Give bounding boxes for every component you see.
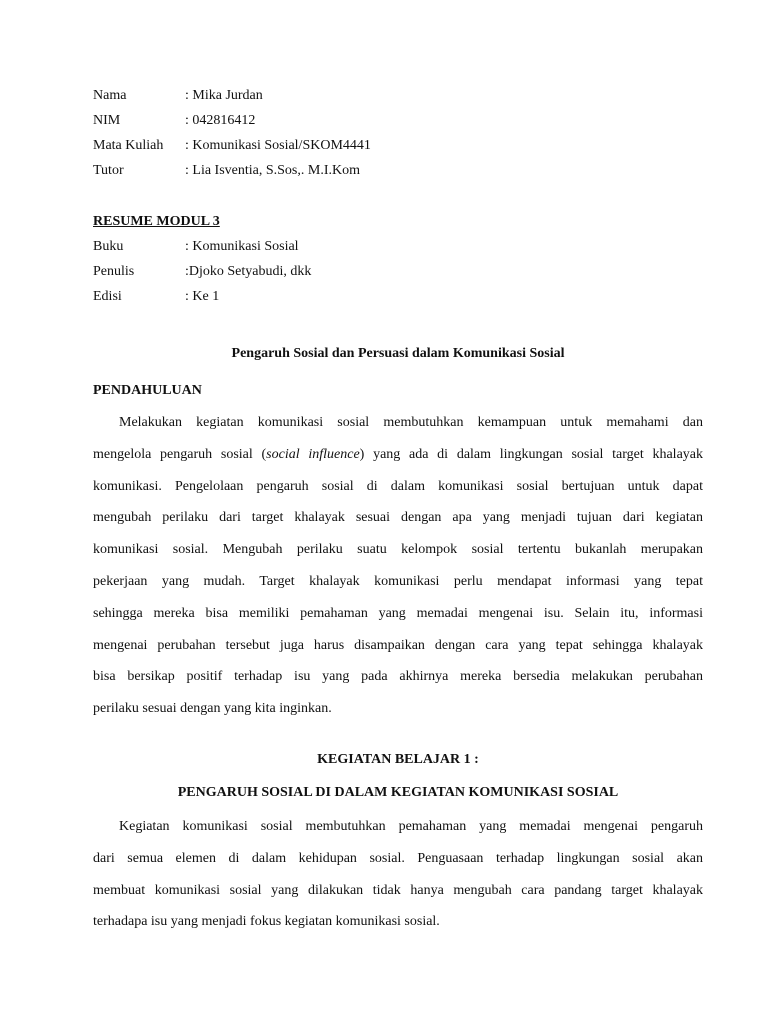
paragraph-line: dari semua elemen di dalam kehidupan sosial. Penguasaan terhadap lingkungan sosial akan (93, 850, 703, 866)
pendahuluan-paragraph (93, 407, 703, 725)
main-title: Pengaruh Sosial dan Persuasi dalam Komunikasi Sosial (231, 346, 565, 361)
paragraph-line: mengenai perubahan tersebut juga harus disampaikan dengan cara yang tepat sehingga khalayak (93, 637, 703, 653)
matakuliah-value: : Komunikasi Sosial/SKOM4441 (185, 138, 371, 153)
paragraph-line: membuat komunikasi sosial yang dilakukan tidak hanya mengubah cara pandang target khalayak (93, 882, 703, 898)
paragraph-line: komunikasi. Pengelolaan pengaruh sosial di dalam komunikasi sosial bertujuan untuk dapat (93, 478, 703, 494)
paragraph-line: komunikasi sosial. Mengubah perilaku suatu kelompok sosial tertentu bukanlah merupakan (93, 542, 703, 558)
nama-value: : Mika Jurdan (185, 88, 263, 103)
paragraph-line: sehingga mereka bisa memiliki pemahaman yang memadai mengenai isu. Selain itu, informasi (93, 605, 703, 621)
tutor-value: : Lia Isventia, S.Sos,. M.I.Kom (185, 163, 360, 178)
penulis-label: Penulis (93, 264, 135, 279)
resume-title: RESUME MODUL 3 (93, 214, 220, 229)
paragraph-line: perilaku sesuai dengan yang kita inginkan. (93, 701, 332, 717)
paragraph-line: Melakukan kegiatan komunikasi sosial membutuhkan kemampuan untuk memahami dan (119, 415, 703, 430)
paragraph-line: bisa bersikap positif terhadap isu yang pada akhirnya mereka bersedia melakukan perubahan (93, 669, 703, 685)
kegiatan-heading: KEGIATAN BELAJAR 1 : (317, 752, 479, 767)
kegiatan-paragraph (93, 811, 703, 938)
penulis-value: :Djoko Setyabudi, dkk (185, 264, 312, 279)
italic-term: social influence (266, 446, 360, 462)
buku-label: Buku (93, 239, 124, 254)
kegiatan-subheading: PENGARUH SOSIAL DI DALAM KEGIATAN KOMUNIKASI SOSIAL (177, 785, 619, 800)
nim-label: NIM (93, 113, 121, 128)
matakuliah-label: Mata Kuliah (93, 138, 164, 153)
nim-value: : 042816412 (185, 113, 256, 128)
paragraph-line: mengelola pengaruh sosial (social influence) yang ada di dalam lingkungan sosial target khalayak (93, 446, 703, 462)
tutor-label: Tutor (93, 163, 124, 178)
paragraph-line: pekerjaan yang mudah. Target khalayak komunikasi perlu mendapat informasi yang tepat (93, 573, 703, 589)
paragraph-line: terhadapa isu yang menjadi fokus kegiatan komunikasi sosial. (93, 914, 440, 930)
nama-label: Nama (93, 88, 127, 103)
edisi-value: : Ke 1 (185, 289, 220, 304)
buku-value: : Komunikasi Sosial (185, 239, 299, 254)
paragraph-line: Kegiatan komunikasi sosial membutuhkan pemahaman yang memadai mengenai pengaruh (119, 819, 703, 834)
pendahuluan-heading: PENDAHULUAN (93, 383, 202, 398)
edisi-label: Edisi (93, 289, 122, 304)
paragraph-line: mengubah perilaku dari target khalayak sesuai dengan apa yang menjadi tujuan dari kegiatan (93, 510, 703, 526)
